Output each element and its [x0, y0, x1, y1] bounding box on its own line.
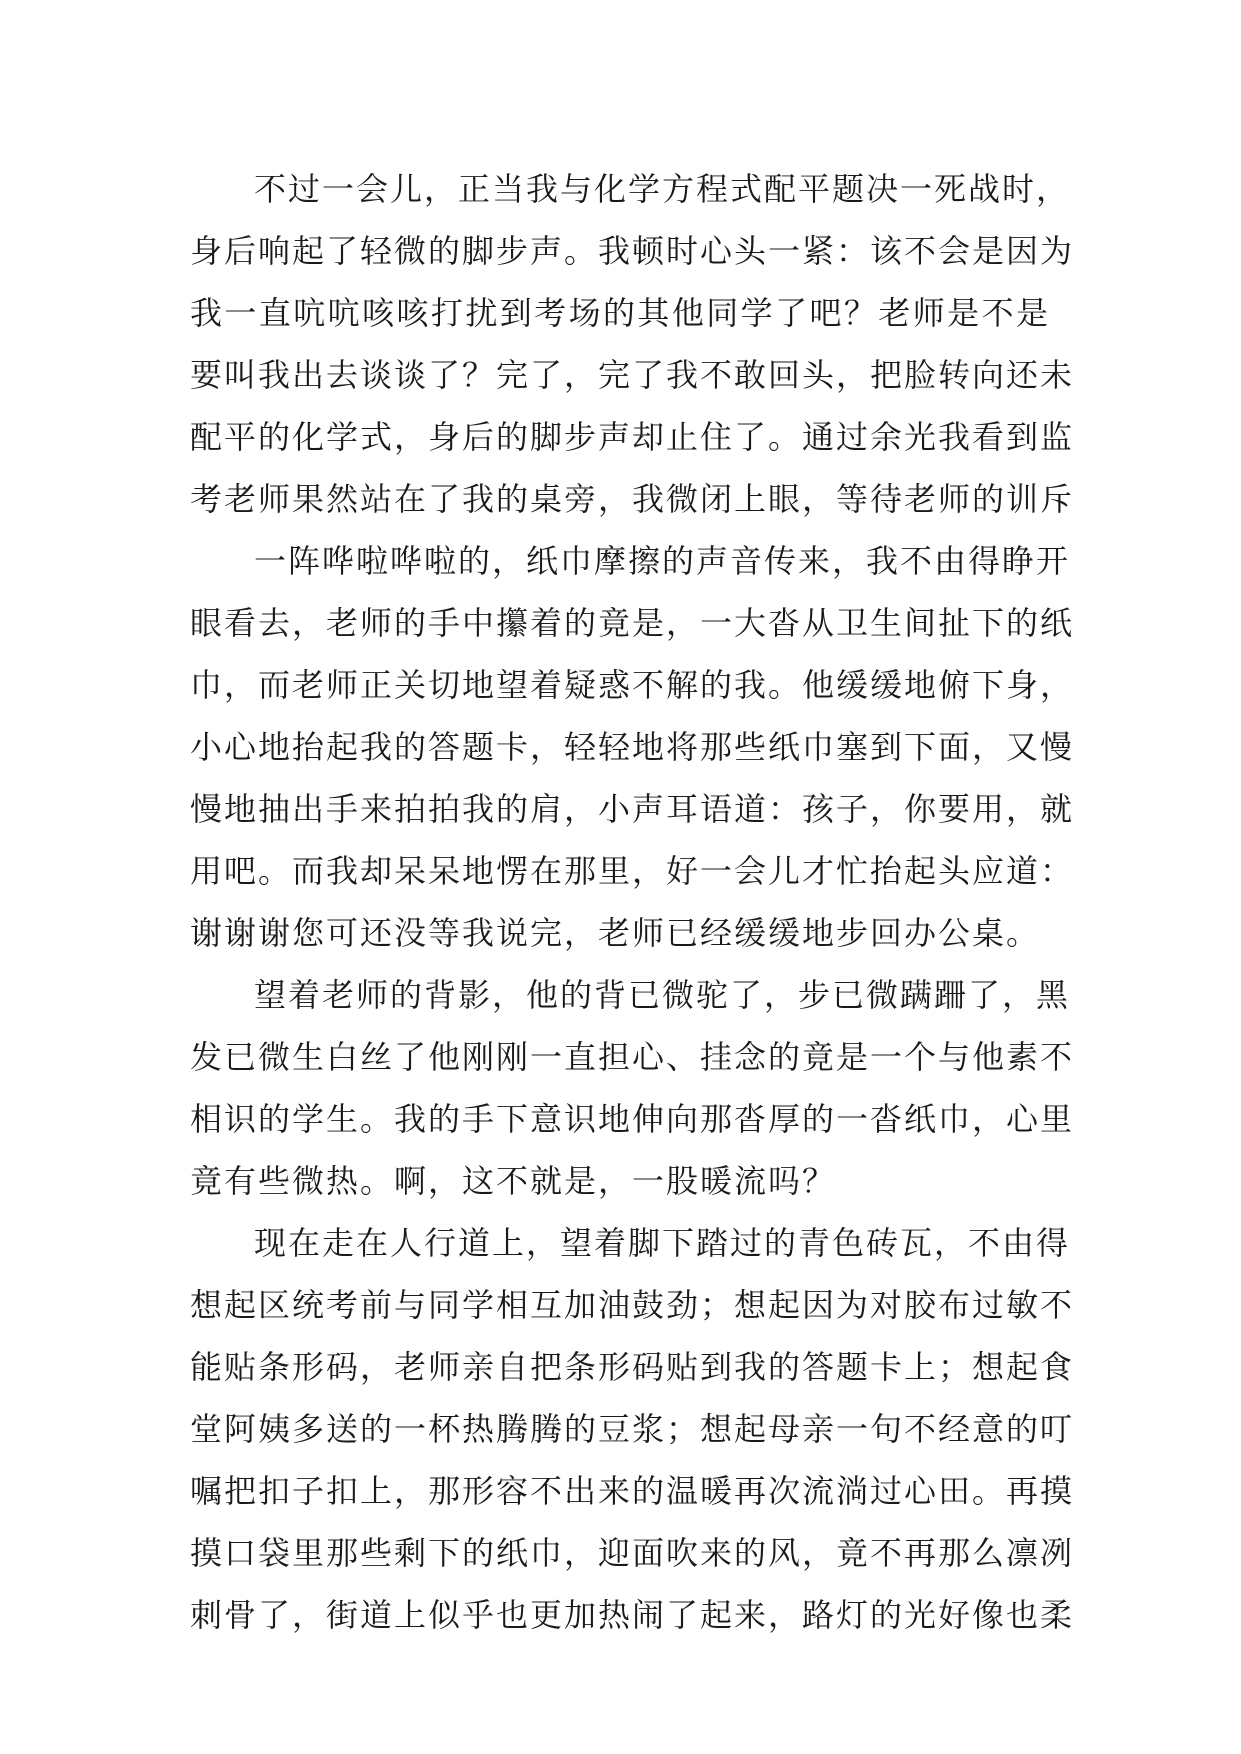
text-line: 我一直吭吭咳咳打扰到考场的其他同学了吧？老师是不是: [190, 294, 1050, 332]
text-line: 一阵哗啦哗啦的，纸巾摩擦的声音传来，我不由得睁开: [254, 542, 1071, 580]
text-line: 巾，而老师正关切地望着疑惑不解的我。他缓缓地俯下身，: [190, 666, 1075, 704]
text-line: 用吧。而我却呆呆地愣在那里，好一会儿才忙抬起头应道：: [190, 852, 1075, 890]
text-line: 能贴条形码，老师亲自把条形码贴到我的答题卡上；想起食: [190, 1348, 1075, 1386]
text-line: 配平的化学式，身后的脚步声却止住了。通过余光我看到监: [190, 418, 1075, 456]
text-line: 相识的学生。我的手下意识地伸向那沓厚的一沓纸巾，心里: [190, 1100, 1075, 1138]
text-line: 眼看去，老师的手中攥着的竟是，一大沓从卫生间扯下的纸: [190, 604, 1075, 642]
paragraph: [190, 530, 1075, 964]
document-body: [190, 158, 1075, 1646]
text-line: 要叫我出去谈谈了？完了，完了我不敢回头，把脸转向还未: [190, 356, 1075, 394]
text-line: 小心地抬起我的答题卡，轻轻地将那些纸巾塞到下面，又慢: [190, 728, 1075, 766]
paragraph: [190, 1212, 1075, 1646]
text-line: 不过一会儿，正当我与化学方程式配平题决一死战时，: [254, 170, 1071, 208]
text-line: 考老师果然站在了我的桌旁，我微闭上眼，等待老师的训斥: [190, 480, 1075, 518]
text-line: 发已微生白丝了他刚刚一直担心、挂念的竟是一个与他素不: [190, 1038, 1075, 1076]
text-line: 现在走在人行道上，望着脚下踏过的青色砖瓦，不由得: [254, 1224, 1071, 1262]
paragraph: [190, 158, 1075, 530]
text-line: 嘱把扣子扣上，那形容不出来的温暖再次流淌过心田。再摸: [190, 1472, 1075, 1510]
paragraph: [190, 964, 1075, 1212]
text-line: 想起区统考前与同学相互加油鼓劲；想起因为对胶布过敏不: [190, 1286, 1075, 1324]
text-line: 摸口袋里那些剩下的纸巾，迎面吹来的风，竟不再那么凛冽: [190, 1534, 1075, 1572]
text-line: 望着老师的背影，他的背已微驼了，步已微蹒跚了，黑: [254, 976, 1071, 1014]
text-line: 刺骨了，街道上似乎也更加热闹了起来，路灯的光好像也柔: [190, 1596, 1075, 1634]
text-line: 身后响起了轻微的脚步声。我顿时心头一紧：该不会是因为: [190, 232, 1075, 270]
text-line: 堂阿姨多送的一杯热腾腾的豆浆；想起母亲一句不经意的叮: [190, 1410, 1075, 1448]
text-line: 竟有些微热。啊，这不就是，一股暖流吗？: [190, 1162, 837, 1200]
text-line: 谢谢谢您可还没等我说完，老师已经缓缓地步回办公桌。: [190, 914, 1041, 952]
text-line: 慢地抽出手来拍拍我的肩，小声耳语道：孩子，你要用，就: [190, 790, 1075, 828]
